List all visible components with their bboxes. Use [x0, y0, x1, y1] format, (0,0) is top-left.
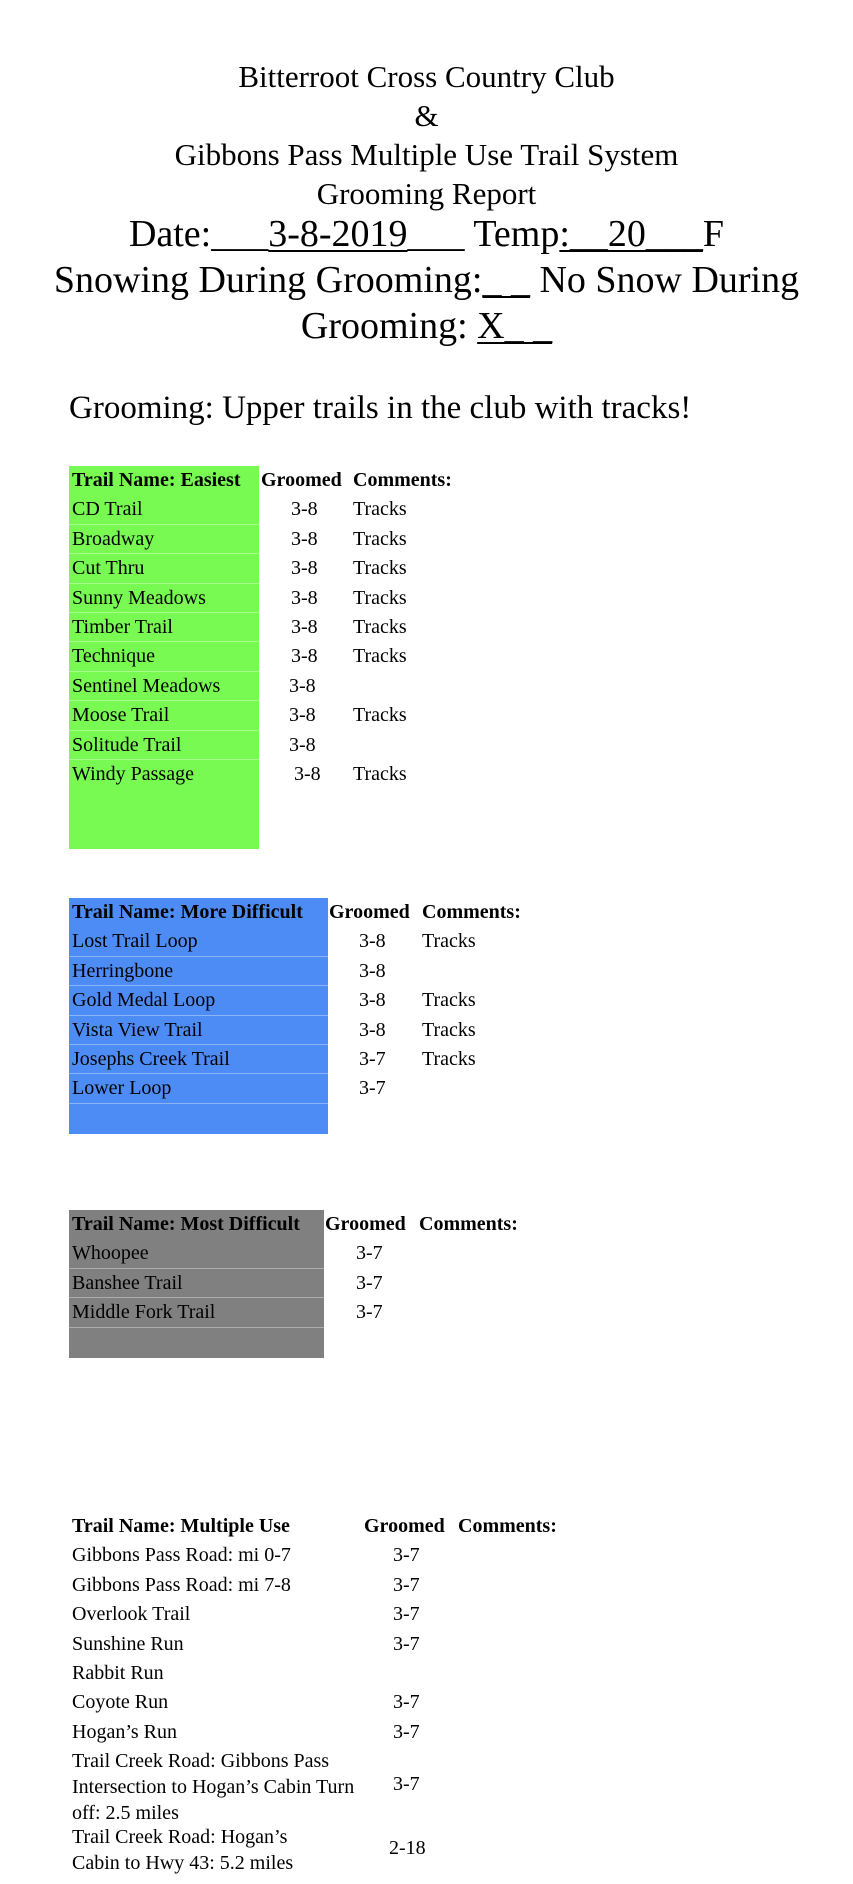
date-value: 3-8-2019	[268, 213, 408, 255]
trail-name: Sunshine Run	[72, 1632, 184, 1655]
temp-value: :__20___	[559, 213, 703, 255]
groomed-date: 3-7	[356, 1301, 383, 1324]
comment: Tracks	[422, 1047, 476, 1070]
header-comments: Comments:	[419, 1213, 518, 1235]
table-row	[69, 1074, 386, 1103]
comment: Tracks	[422, 930, 476, 953]
trail-name: Overlook Trail	[72, 1603, 191, 1626]
table-row	[69, 760, 407, 789]
groomed-date: 3-8	[291, 645, 318, 668]
trail-name: Broadway	[69, 525, 259, 554]
trail-name: Gibbons Pass Road: mi 0-7	[72, 1544, 291, 1567]
date-post: ___	[407, 213, 465, 255]
header-trail-name: Trail Name: Most Difficult	[69, 1210, 324, 1239]
trail-name: Trail Creek Road: Gibbons Pass Intersection to Hogan’s Cabin Turn off: 2.5 miles	[72, 1750, 355, 1825]
groomed-date: 3-8	[291, 527, 318, 550]
system-title: Gibbons Pass Multiple Use Trail System	[174, 137, 679, 172]
trail-name: Gibbons Pass Road: mi 7-8	[72, 1573, 291, 1596]
table-row	[69, 927, 476, 956]
snowing-label: Snowing During Grooming:	[53, 259, 483, 301]
header-comments: Comments:	[458, 1515, 557, 1537]
table-header	[69, 898, 521, 927]
header-trail-name: Trail Name: Easiest	[69, 466, 259, 495]
trail-name: Whoopee	[69, 1239, 324, 1268]
table-filler	[69, 789, 259, 849]
groomed-date: 3-7	[393, 1773, 420, 1796]
table-row	[69, 731, 316, 760]
more-difficult-table	[69, 898, 521, 1134]
table-header	[69, 1210, 518, 1239]
groomed-date: 3-7	[359, 1077, 386, 1100]
table-row	[69, 525, 407, 554]
temp-label: Temp	[473, 213, 560, 255]
groomed-date: 3-7	[393, 1632, 420, 1655]
table-row	[69, 1045, 476, 1074]
header-trail-name: Trail Name: More Difficult	[69, 898, 328, 927]
no-snow-label: No Snow During	[539, 259, 800, 301]
comment: Tracks	[353, 557, 407, 580]
most-difficult-table	[69, 1210, 518, 1358]
trail-name: Solitude Trail	[69, 731, 259, 760]
grooming-label: Grooming:	[300, 305, 468, 347]
trail-name: Banshee Trail	[69, 1269, 324, 1298]
comment: Tracks	[422, 989, 476, 1012]
header-groomed: Groomed	[329, 901, 410, 923]
groomed-date: 3-8	[289, 704, 316, 727]
groomed-date: 3-8	[289, 733, 316, 756]
table-row	[69, 1298, 383, 1327]
table-row	[69, 672, 316, 701]
table-row	[69, 495, 407, 524]
date-pre: ___	[211, 213, 269, 255]
table-header	[69, 466, 452, 495]
table-filler	[69, 1104, 328, 1134]
groomed-date: 3-7	[356, 1271, 383, 1294]
groomed-date: 3-8	[359, 959, 386, 982]
header-groomed: Groomed	[364, 1515, 445, 1537]
trail-name: Cut Thru	[69, 554, 259, 583]
trail-name: Josephs Creek Trail	[69, 1045, 328, 1074]
comment: Tracks	[422, 1018, 476, 1041]
table-row	[69, 642, 407, 671]
comment: Tracks	[353, 615, 407, 638]
table-row	[69, 613, 407, 642]
table-row	[69, 1239, 383, 1268]
header-trail-name: Trail Name: Multiple Use	[72, 1515, 290, 1537]
table-row	[69, 1016, 476, 1045]
grooming-line	[0, 303, 853, 349]
easiest-table	[69, 466, 452, 849]
trail-name: Rabbit Run	[72, 1661, 164, 1684]
trail-name: Gold Medal Loop	[69, 986, 328, 1015]
comment: Tracks	[353, 586, 407, 609]
groomed-date: 3-8	[359, 1018, 386, 1041]
intro-text: Grooming: Upper trails in the club with tracks!	[69, 390, 692, 426]
groomed-date: 3-7	[393, 1720, 420, 1743]
groomed-date: 3-8	[289, 674, 316, 697]
comment: Tracks	[353, 704, 407, 727]
groomed-date: 3-7	[356, 1242, 383, 1265]
table-row	[69, 1269, 383, 1298]
comment: Tracks	[353, 645, 407, 668]
trail-name: Windy Passage	[69, 760, 259, 789]
groomed-date: 3-8	[291, 557, 318, 580]
groomed-date: 3-8	[291, 586, 318, 609]
temp-unit: F	[702, 213, 725, 255]
groomed-date: 3-8	[291, 615, 318, 638]
date-label: Date:	[128, 213, 212, 255]
trail-name: Middle Fork Trail	[69, 1298, 324, 1327]
grooming-value: X_ _	[477, 305, 553, 347]
groomed-date: 3-7	[393, 1691, 420, 1714]
trail-name: Sentinel Meadows	[69, 672, 259, 701]
comment: Tracks	[353, 762, 407, 785]
trail-name: Herringbone	[69, 957, 328, 986]
trail-name: Sunny Meadows	[69, 584, 259, 613]
ampersand: &	[414, 98, 439, 133]
trail-name: Lost Trail Loop	[69, 927, 328, 956]
groomed-date: 3-7	[393, 1603, 420, 1626]
trail-name: Technique	[69, 642, 259, 671]
trail-name: Coyote Run	[72, 1691, 169, 1714]
trail-name: Hogan’s Run	[72, 1720, 177, 1743]
trail-name: Lower Loop	[69, 1074, 328, 1103]
table-row	[69, 584, 407, 613]
groomed-date: 2-18	[389, 1837, 426, 1860]
snowing-line	[0, 257, 853, 303]
trail-name: Vista View Trail	[69, 1016, 328, 1045]
trail-name: Timber Trail	[69, 613, 259, 642]
groomed-date: 3-7	[393, 1573, 420, 1596]
groomed-date: 3-7	[393, 1544, 420, 1567]
table-row	[69, 957, 386, 986]
club-title: Bitterroot Cross Country Club	[238, 59, 615, 94]
snowing-value: _ _	[482, 259, 530, 301]
table-row	[69, 701, 407, 730]
comment: Tracks	[353, 498, 407, 521]
header-groomed: Groomed	[325, 1213, 406, 1235]
table-filler	[69, 1328, 324, 1358]
trail-name: Moose Trail	[69, 701, 259, 730]
comment: Tracks	[353, 527, 407, 550]
report-title: Grooming Report	[316, 176, 537, 211]
header-groomed: Groomed	[261, 469, 342, 491]
header-comments: Comments:	[353, 469, 452, 491]
date-temp-line	[0, 211, 853, 257]
trail-name: CD Trail	[69, 495, 259, 524]
trail-name: Trail Creek Road: Hogan’s Cabin to Hwy 43: 5.2 miles	[72, 1826, 294, 1875]
groomed-date: 3-7	[359, 1047, 386, 1070]
table-row	[69, 554, 407, 583]
table-row	[69, 986, 476, 1015]
groomed-date: 3-8	[359, 930, 386, 953]
groomed-date: 3-8	[359, 989, 386, 1012]
groomed-date: 3-8	[294, 762, 321, 785]
header-comments: Comments:	[422, 901, 521, 923]
groomed-date: 3-8	[291, 498, 318, 521]
